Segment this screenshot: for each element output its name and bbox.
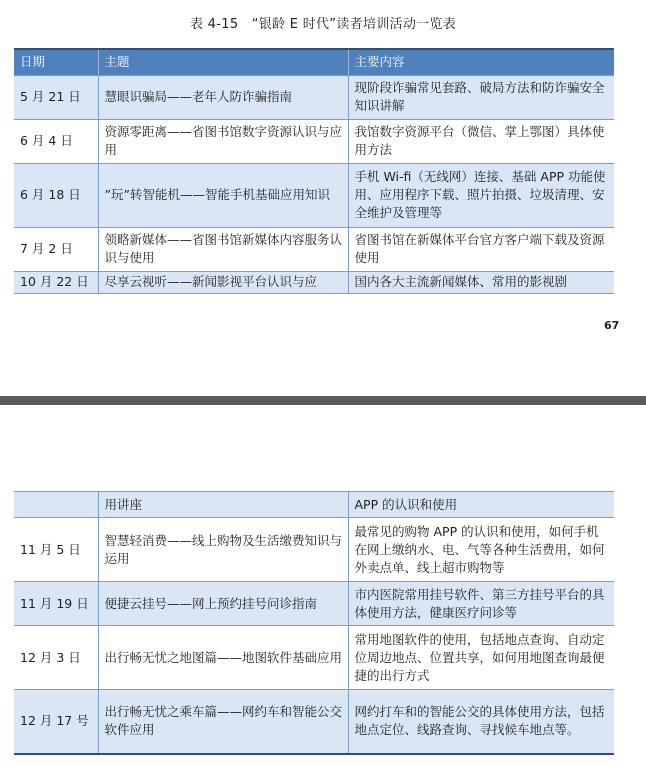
training-table-page-1 — [14, 48, 614, 294]
date-cell: 12 月 17 号 — [14, 690, 98, 754]
page-number: 67 — [604, 319, 620, 332]
training-table-page-2 — [14, 491, 614, 755]
date-cell: 6 月 18 日 — [14, 163, 98, 227]
table-row-continuation — [14, 492, 614, 518]
topic-cell: 尽享云视听——新闻影视平台认识与应 — [98, 271, 348, 293]
content-cell: 网约打车和的智能公交的具体使用方法，包括地点定位、线路查询、寻找候车地点等。 — [348, 690, 614, 754]
content-cell: 现阶段诈骗常见套路、破局方法和防诈骗安全知识讲解 — [348, 75, 614, 119]
topic-cell: 资源零距离——省图书馆数字资源认识与应用 — [98, 119, 348, 163]
table-caption: 表 4-15 “银龄 E 时代”读者培训活动一览表 — [189, 17, 457, 32]
table-row — [14, 163, 614, 227]
date-cell: 10 月 22 日 — [14, 271, 98, 293]
table-row — [14, 518, 614, 582]
table-row — [14, 75, 614, 119]
date-cell: 11 月 5 日 — [14, 518, 98, 582]
topic-cell: 出行畅无忧之地图篇——地图软件基础应用 — [98, 626, 348, 690]
date-cell — [14, 492, 98, 518]
content-cell: 市内医院常用挂号软件、第三方挂号平台的具体使用方法，健康医疗问诊等 — [348, 582, 614, 626]
content-cell: 我馆数字资源平台（微信、掌上鄂图）具体使用方法 — [348, 119, 614, 163]
header-topic: 主题 — [98, 49, 348, 75]
topic-cell: 出行畅无忧之乘车篇——网约车和智能公交软件应用 — [98, 690, 348, 754]
content-cell: APP 的认识和使用 — [348, 492, 614, 518]
topic-cell: 智慧轻消费——线上购物及生活缴费知识与运用 — [98, 518, 348, 582]
date-cell: 12 月 3 日 — [14, 626, 98, 690]
topic-cell: 领略新媒体——省图书馆新媒体内容服务认识与使用 — [98, 227, 348, 271]
content-cell: 手机 Wi-fi（无线网）连接、基础 APP 功能使用、应用程序下载、照片拍摄、垃圾清理、安全维护及管理等 — [348, 163, 614, 227]
topic-cell: 便捷云挂号——网上预约挂号问诊指南 — [98, 582, 348, 626]
date-cell: 5 月 21 日 — [14, 75, 98, 119]
content-cell: 最常见的购物 APP 的认识和使用，如何手机在网上缴纳水、电、气等各种生活费用，如何外卖点单、线上超市购物等 — [348, 518, 614, 582]
topic-cell: 用讲座 — [98, 492, 348, 518]
header-date: 日期 — [14, 49, 98, 75]
table-row — [14, 119, 614, 163]
date-cell: 7 月 2 日 — [14, 227, 98, 271]
table-header-row — [14, 49, 614, 75]
table-row — [14, 626, 614, 690]
topic-cell: ”玩”转智能机——智能手机基础应用知识 — [98, 163, 348, 227]
table-row — [14, 227, 614, 271]
table-row — [14, 690, 614, 754]
page-break-bar — [0, 396, 646, 405]
content-cell: 常用地图软件的使用，包括地点查询、自动定位周边地点、位置共享，如何用地图查询最便捷的出行方式 — [348, 626, 614, 690]
table-row — [14, 582, 614, 626]
table-row — [14, 271, 614, 293]
content-cell: 省图书馆在新媒体平台官方客户端下载及资源使用 — [348, 227, 614, 271]
topic-cell: 慧眼识骗局——老年人防诈骗指南 — [98, 75, 348, 119]
date-cell: 11 月 19 日 — [14, 582, 98, 626]
content-cell: 国内各大主流新闻媒体、常用的影视剧 — [348, 271, 614, 293]
date-cell: 6 月 4 日 — [14, 119, 98, 163]
header-content: 主要内容 — [348, 49, 614, 75]
